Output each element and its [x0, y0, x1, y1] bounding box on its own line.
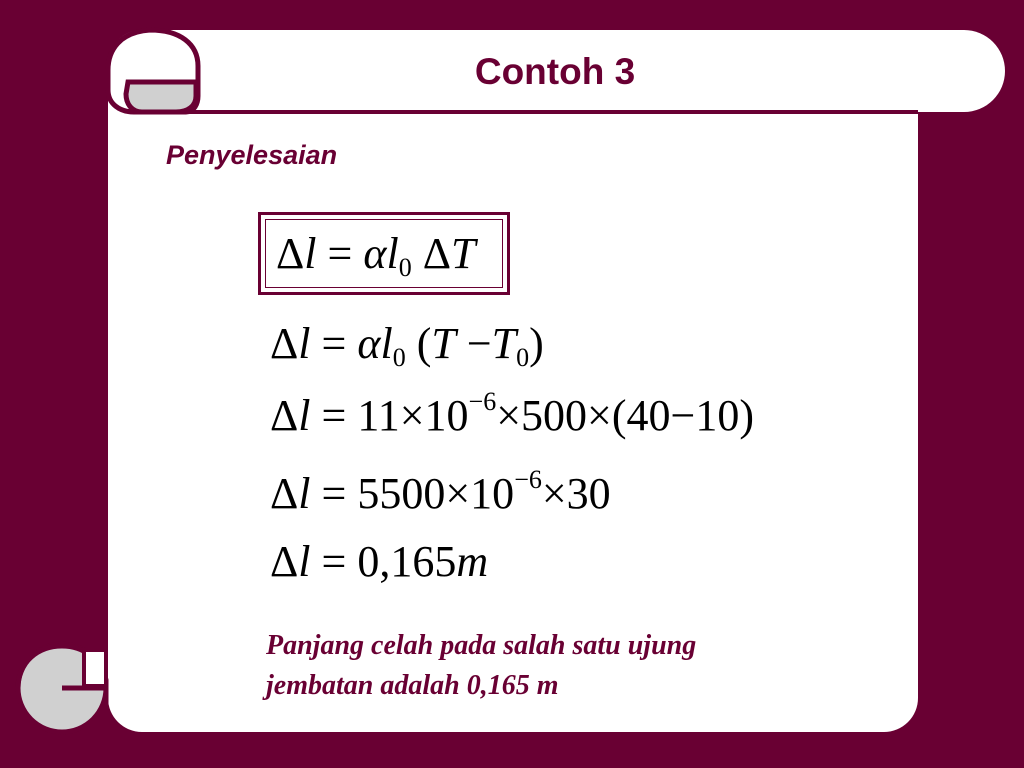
- delta-symbol: Δ: [270, 391, 299, 440]
- boxed-formula-inner: [265, 219, 503, 288]
- minus-sign: −: [466, 319, 492, 368]
- expression-part: ×500×(40−10): [496, 391, 754, 440]
- conclusion-line-1: Panjang celah pada salah satu ujung: [266, 630, 697, 661]
- var-l: l: [298, 319, 311, 368]
- boxed-formula: [258, 212, 510, 295]
- var-l: l: [298, 469, 311, 518]
- var-T0: T: [491, 319, 517, 368]
- exponent: −6: [468, 387, 497, 416]
- slide-subtitle: Penyelesaian: [166, 140, 338, 170]
- conclusion-line-2: jembatan adalah 0,165 m: [266, 670, 559, 701]
- equation-result: [270, 537, 489, 586]
- equals-sign: =: [321, 537, 347, 586]
- subscript-zero: 0: [516, 343, 530, 372]
- delta-symbol: Δ: [270, 469, 299, 518]
- expression-part: ×30: [541, 469, 611, 518]
- equation-step-1: [270, 319, 544, 372]
- equation-step-2: [270, 387, 754, 440]
- expression-part: 11×10: [357, 391, 469, 440]
- top-scroll-curl: [108, 30, 198, 112]
- equals-sign: =: [321, 319, 347, 368]
- delta-symbol: Δ: [270, 537, 299, 586]
- bottom-scroll-curl: [18, 644, 106, 732]
- unit-meter: m: [456, 537, 489, 586]
- delta-symbol: Δ: [422, 228, 451, 278]
- var-alpha: α: [363, 228, 387, 278]
- equals-sign: =: [321, 469, 347, 518]
- var-l: l: [304, 228, 317, 278]
- formula-linear-expansion: [276, 228, 476, 282]
- delta-symbol: Δ: [270, 319, 299, 368]
- result-value: 0,165: [357, 537, 457, 586]
- var-l0: l: [386, 228, 399, 278]
- close-paren: ): [529, 319, 544, 368]
- conclusion-note: [266, 626, 826, 706]
- equals-sign: =: [321, 391, 347, 440]
- var-l: l: [298, 391, 311, 440]
- var-T: T: [451, 228, 476, 278]
- slide-title: Contoh 3: [474, 51, 636, 92]
- delta-symbol: Δ: [276, 228, 305, 278]
- exponent: −6: [514, 465, 542, 494]
- var-alpha: α: [357, 319, 381, 368]
- var-l0: l: [380, 319, 393, 368]
- expression-part: 5500×10: [357, 469, 515, 518]
- var-T: T: [431, 319, 456, 368]
- equals-sign: =: [327, 228, 353, 278]
- subscript-zero: 0: [398, 252, 412, 282]
- subscript-zero: 0: [392, 343, 406, 372]
- equation-step-3: [270, 465, 611, 518]
- open-paren: (: [416, 319, 432, 368]
- var-l: l: [298, 537, 311, 586]
